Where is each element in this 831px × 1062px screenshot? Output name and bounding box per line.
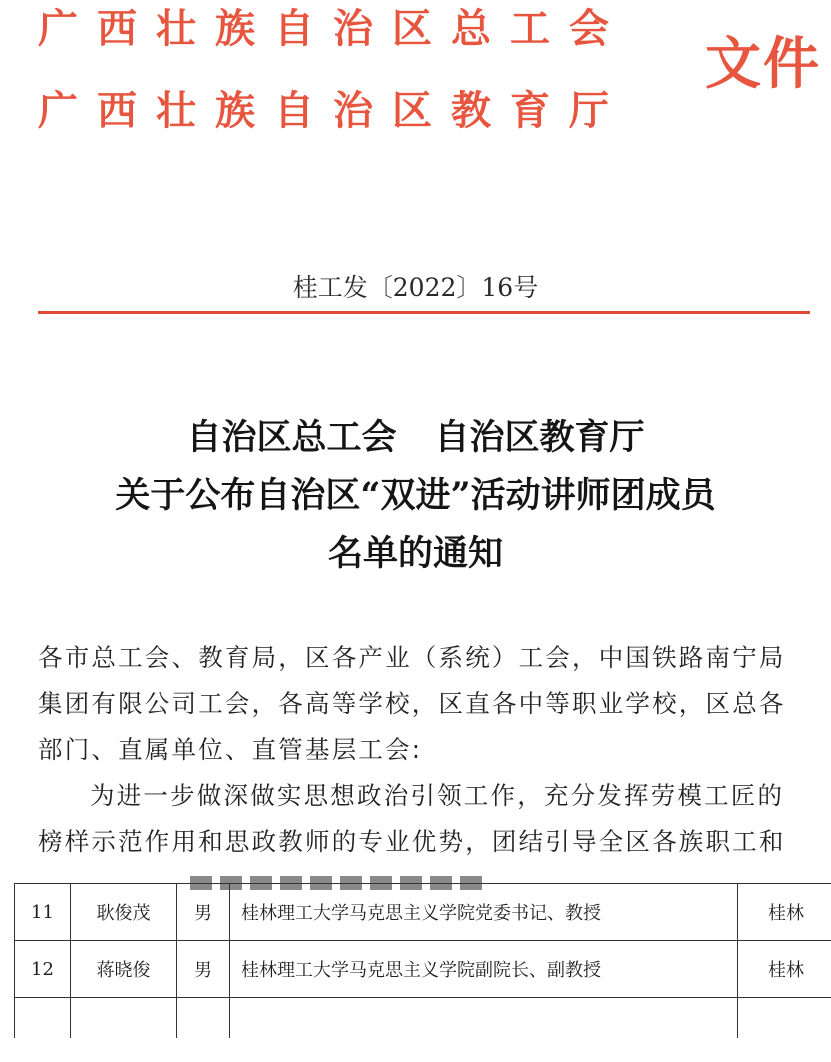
row-unit: 桂林理工大学马克思主义学院副院长、副教授 [230, 941, 738, 998]
row-index: 12 [15, 941, 71, 998]
body-line [38, 773, 818, 819]
intro-paragraph [38, 773, 818, 865]
title-issuer-b: 自治区教育厅 [434, 417, 645, 458]
row-unit: 桂林理工大学马克思主义学院党委书记、教授 [230, 884, 738, 941]
title-line-3: 名单的通知 [327, 533, 503, 574]
table-row [15, 884, 831, 941]
table-row [15, 941, 831, 998]
red-divider [38, 311, 810, 314]
document-number: 桂工发〔2022〕16号 [292, 273, 539, 302]
document-label: 文件 [705, 31, 821, 97]
body-line: 各市总工会、教育局，区各产业（系统）工会，中国铁路南宁局 [38, 643, 786, 672]
salutation-paragraph [38, 635, 818, 773]
issuer-line-education: 广西壮族自治区教育厅 [38, 87, 628, 134]
title-line-1 [0, 417, 831, 458]
title-issuer-a: 自治区总工会 [186, 417, 397, 458]
row-city: 桂林 [738, 884, 831, 941]
issuer-line-federation: 广西壮族自治区总工会 [38, 5, 628, 52]
row-index: 11 [15, 884, 71, 941]
body-line: 集团有限公司工会，各高等学校，区直各中等职业学校，区总各 [38, 689, 786, 718]
body-line: 榜样示范作用和思政教师的专业优势，团结引导全区各族职工和 [38, 827, 786, 856]
body-line-text: 为进一步做深做实思想政治引领工作，充分发挥劳模工匠的 [90, 781, 785, 810]
row-name: 蒋晓俊 [71, 941, 177, 998]
row-gender: 男 [177, 941, 230, 998]
body-line: 部门、直属单位、直管基层工会: [38, 735, 423, 764]
lecturer-table [14, 883, 831, 1038]
row-city: 桂林 [738, 941, 831, 998]
title-line-2: 关于公布自治区“双进”活动讲师团成员 [115, 475, 716, 516]
row-name: 耿俊茂 [71, 884, 177, 941]
table-row-partial [15, 998, 831, 1039]
row-gender: 男 [177, 884, 230, 941]
